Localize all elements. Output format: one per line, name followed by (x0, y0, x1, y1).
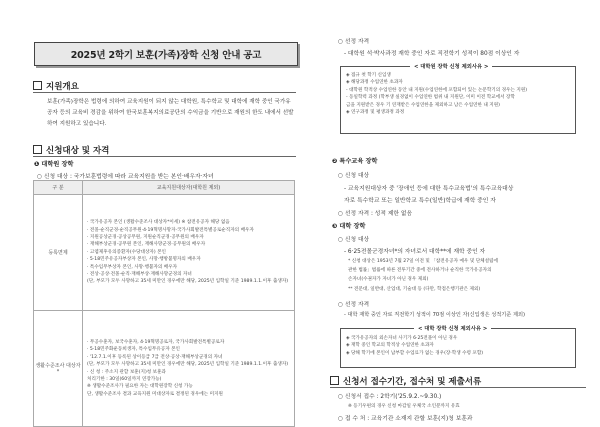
table-line: · 무공수훈자, 보국수훈자, 4·19혁명공로자, 국가사회발전특별공로자 (87, 339, 225, 345)
special-target-line: - 교육지원대상자 중 '장애인 등에 대한 특수교육법'의 특수교육대상 (344, 186, 514, 192)
table-line: · 전몰·순직군경·순직공무원·4·19혁명사망자·국가사회발전특별공로순직자의 배우자 (87, 227, 254, 233)
item-special-ed-scholarship: ❷ 특수교육 장학 (332, 158, 378, 165)
square-bullet-icon (33, 81, 42, 90)
grad-exclusion-title: < 대학원 장학 신청 제외사유 > (410, 62, 492, 70)
table-line: · 전상·공상·전몰·순직·재해부상·재해사망군경의 자녀 (87, 272, 192, 278)
table-cell-lines (83, 195, 295, 311)
table-line: 처리기한 : 30일(60일까지 연장가능) (87, 376, 162, 382)
grad-selection-label: ○ 선정 자격 (338, 39, 370, 45)
section-heading-overview (33, 80, 79, 92)
table-line: · 5·18민주화운동희생자, 특수임무유공자 본인 (87, 347, 180, 353)
square-bullet-icon (33, 145, 42, 154)
section-heading-text: 지원개요 (46, 82, 79, 92)
table-row (34, 311, 295, 427)
table-header: 구 분 (34, 181, 83, 195)
table-line: · 지원공상군경·공상공무원, 지원순직군경·공무원의 배우자 (87, 234, 204, 240)
application-period: ○ 신청서 접수 : 2학기('25.9.2.~9.30.) (338, 394, 442, 400)
table-line: · '12.7.1.이후 등록된 상이등급 7급 전상·공상·재해부상군경의 자녀 (87, 354, 223, 360)
exclusion-line: - 동일학력 과정 (학부생 실경없이 수업연한 범위 내 지원단, 이미 이전 학교에서 장학 (346, 95, 515, 101)
college-target-label: ○ 신청 대상 (338, 237, 370, 243)
section-divider (330, 387, 586, 388)
item-college-scholarship: ❸ 대학 장학 (332, 223, 366, 230)
college-target-note: ** 전문대, 일반대, 산업대, 기술대 등 (다만, 학점은행기관은 제외) (348, 287, 481, 292)
special-selection: ○ 선정 자격 : 성적 제한 없음 (338, 211, 413, 217)
table-line: · 국가유공자 본인 (생활수준조사 대상자*이세) ※ 참전유공자 해당 없음 (87, 220, 230, 226)
exclusion-line: ◈ 국가유공자의 외손자녀 사기가 6·25전몰이 아닌 경우 (346, 336, 458, 341)
item-grad-scholarship: ❶ 대학원 장학 (34, 161, 74, 168)
section-heading-text: 신청서 접수기간, 접수처 및 제출서류 (343, 377, 482, 387)
exclusion-line: ◈ 당해 학기에 본인이 납부할 수업료가 없는 경우(장·학생 수령 포함) (346, 350, 484, 356)
exclusion-line: ◈ 재학 중인 학교의 학적상 수업연한 초과자 (346, 343, 434, 349)
table-line: (단, 부모가 모두 사망하고 35세 미만인 경우에만 해당, 2025년 입학일 기준 1989.1.1.이후 출생자) (87, 362, 289, 368)
special-target-line: 자로 특수학교 또는 일반학교 특수(일반)학급에 재학 중인 자 (344, 198, 496, 204)
grad-selection-text: - 대학원 석·박사과정 재학 중인 자로 직전학기 성적이 80점 이상인 자 (344, 51, 520, 57)
grad-exclusion-list (346, 72, 527, 116)
exclusion-line: - 대학원 학적상 수업연한 동안 내 지원(수업연한에 포함되어 있는 논문학기의 경우는 지원) (346, 87, 528, 93)
college-target-note: 손자녀(수권자가 자녀가 아닌 경우 제외) (348, 277, 429, 282)
college-exclusion-title: < 대학 장학 신청 제외사유 > (414, 324, 491, 332)
table-line: · 신 청 : 주소지 관할 보훈(지)청 보훈과 (87, 369, 166, 375)
special-target-label: ○ 신청 대상 (338, 173, 370, 179)
exclusion-line: ◈ 연구과정 및 평생과정 과정 (346, 110, 405, 116)
section-heading-text: 신청대상 및 자격 (46, 146, 110, 156)
grad-target-line: ○ 신청 대상 : 국가보훈법령에 따라 교육지원을 받는 본인·배우자·자녀 (37, 174, 214, 180)
section-divider (33, 92, 296, 93)
item-label: 특수교육 장학 (339, 158, 378, 165)
table-header: 교육지원대상자(대학원 제외) (83, 181, 295, 195)
college-target-note: 관한 법률」법률에 따른 전투기간 중에 전사하거나 순직한 국가유공자의 (348, 268, 492, 273)
college-selection-label: ○ 선정 자격 (338, 302, 370, 308)
item-label: 대학원 장학 (41, 161, 74, 168)
page-title-text: 2025년 2학기 보훈(가족)장학 신청 안내 공고 (70, 50, 262, 61)
exclusion-line: ◈ 접규 첫 학기 신입생 (346, 73, 391, 78)
table-line: ※ 생활수준조사가 필요한 자는 대학원장학 신청 가능 (87, 384, 193, 390)
application-place: ○ 접 수 처 : 교육기관 소재지 관할 보훈(지)청 보훈과 (338, 416, 473, 422)
item-label: 대학 장학 (339, 223, 366, 230)
table-row (34, 195, 295, 311)
eligibility-table (33, 180, 295, 427)
exclusion-line: ◈ 해당과정 수업연한 초과자 (346, 80, 403, 86)
section-heading-eligibility (33, 144, 109, 156)
table-line: · 재해부상군경·공무원 본인, 재해사망군경·공무원의 배우자 (87, 242, 206, 248)
table-line: · 고엽제후유의증환자(수당대상자) 본인 (87, 249, 166, 255)
overview-paragraph: 보훈(가족)장학은 법령에 의하여 교육지원이 되지 않는 대학원, 특수학교 및 대학에 재학 중인 국가유공자 등의 교육비 경감을 위하여 한국보훈복지의료공단의 수익금을 기반으로 재원의 한도 내에서 선발하여 지원하고 있습니다. (47, 99, 294, 127)
page-title (34, 42, 298, 66)
application-period-note: ※ 등기우편의 경우 신청 마감일 우체국 소인분까지 유효 (348, 404, 460, 409)
table-line: 단, 생활수준조사 결과 교육지원 미대상자로 결정된 경우에는 미지원 (87, 391, 223, 397)
college-target-line: - 6·25전몰군경자녀*의 자녀로서 대학**에 재학 중인 자 (344, 249, 486, 255)
table-line: (단, 부모가 모두 사망하고 35세 미만인 경우에만 해당, 2025년 입학일 기준 1989.1.1.이후 출생자) (87, 279, 289, 285)
table-cell-lines (83, 311, 295, 427)
section-heading-application (330, 375, 481, 387)
section-divider (33, 156, 296, 157)
college-exclusion-list (346, 335, 483, 357)
table-cell-category: 등록면제 (34, 195, 83, 311)
exclusion-line: 금을 지원받은 경우 기 연재받은 수업연한을 제외하고 남은 수업연한 내 지원) (346, 102, 500, 108)
college-target-note: * 신청 대상은 1953년 7월 27일 이전 및 「참전유공자 예우 및 단체설립에 (348, 259, 498, 264)
table-cell-category: 생활수준조사 대상자* (34, 311, 83, 427)
college-selection-text: - 대학 재학 중인 자로 직전학기 성적이 70점 이상인 자(신입생은 성적기준 제외) (344, 312, 525, 318)
square-bullet-icon (330, 376, 339, 385)
table-line: · 특수임무부상자 본인, 사망·행불자의 배우자 (87, 264, 178, 270)
table-line: · 5·18민주유공자부상자 본인, 사망·행방불명자의 배우자 (87, 257, 201, 263)
